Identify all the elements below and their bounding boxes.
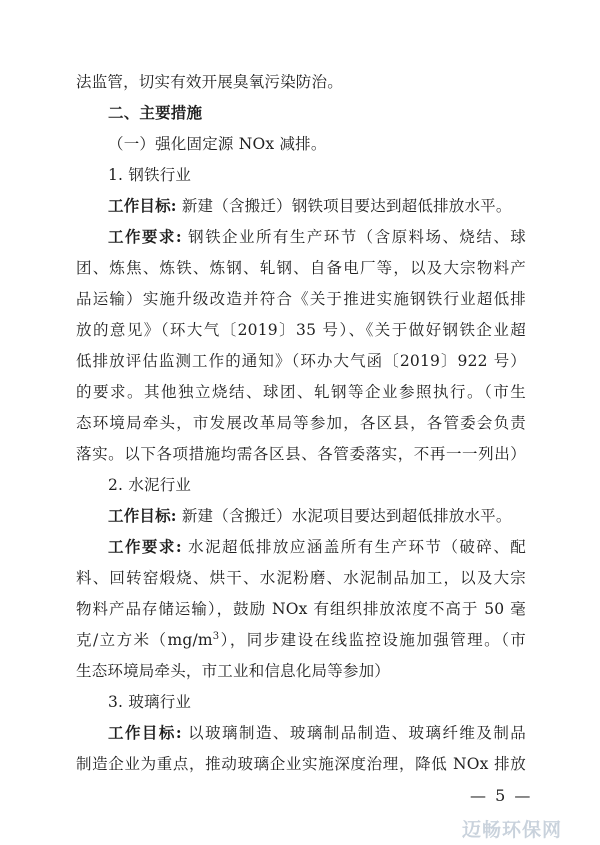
text-line-19: 克/立方米$(mg/m^3)$，同步建设在线监控设施加强管理。（市 (76, 630, 526, 649)
steel-work-requirement: 工作要求: 钢铁企业所有生产环节（含原料场、烧结、球 (108, 227, 526, 246)
item-heading-cement: 2. 水泥行业 (108, 476, 192, 494)
label-work-goal: 工作目标: (108, 723, 182, 742)
text-line-18: 物料产品存储运输），鼓励 NOx 有组织排放浓度不高于 50 毫 (76, 600, 526, 618)
label-work-goal: 工作目标: (108, 506, 177, 525)
site-watermark: 迈畅环保网 (462, 819, 563, 841)
label-work-requirement: 工作要求: (108, 537, 182, 556)
label-work-goal: 工作目标: (108, 196, 177, 215)
cement-work-goal: 工作目标: 新建（含搬迁）水泥项目要达到超低排放水平。 (108, 506, 512, 525)
text-line-17: 料、回转窑煅烧、烘干、水泥粉磨、水泥制品加工，以及大宗 (76, 569, 526, 587)
text-line-20: 生态环境局牵头，市工业和信息化局等参加） (76, 662, 391, 680)
text-line-8: 品运输）实施升级改造并符合《关于推进实施钢铁行业超低排 (76, 290, 526, 308)
text-line-12: 态环境局牵头，市发展改革局等参加，各区县，各管委会负责 (76, 414, 526, 432)
section-heading: 二、主要措施 (108, 103, 203, 122)
text-line-9: 放的意见》（环大气〔2019〕35 号）、《关于做好钢铁企业超 (76, 321, 526, 339)
item-heading-glass: 3. 玻璃行业 (108, 693, 192, 711)
page-number: — 5 — (470, 786, 533, 805)
item-heading-steel: 1. 钢铁行业 (108, 166, 192, 184)
label-work-requirement: 工作要求: (108, 227, 182, 246)
text-line-13: 落实。以下各项措施均需各区县、各管委落实，不再一一列出） (76, 445, 526, 463)
glass-work-goal: 工作目标: 以玻璃制造、玻璃制品制造、玻璃纤维及制品 (108, 723, 526, 742)
text-line-11: 的要求。其他独立烧结、球团、轧钢等企业参照执行。（市生 (76, 383, 526, 401)
text-line-7: 团、炼焦、炼铁、炼钢、轧钢、自备电厂等，以及大宗物料产 (76, 259, 526, 277)
text-line-1: 法监管，切实有效开展臭氧污染防治。 (76, 73, 343, 91)
text-line-10: 低排放评估监测工作的通知》（环办大气函〔2019〕922 号） (76, 352, 526, 370)
text-line-23: 制造企业为重点，推动玻璃企业实施深度治理，降低 NOx 排放 (76, 755, 526, 773)
steel-work-goal: 工作目标: 新建（含搬迁）钢铁项目要达到超低排放水平。 (108, 196, 512, 215)
subsection-heading: （一）强化固定源 NOx 减排。 (108, 135, 327, 153)
cement-work-requirement: 工作要求: 水泥超低排放应涵盖所有生产环节（破碎、配 (108, 537, 526, 556)
